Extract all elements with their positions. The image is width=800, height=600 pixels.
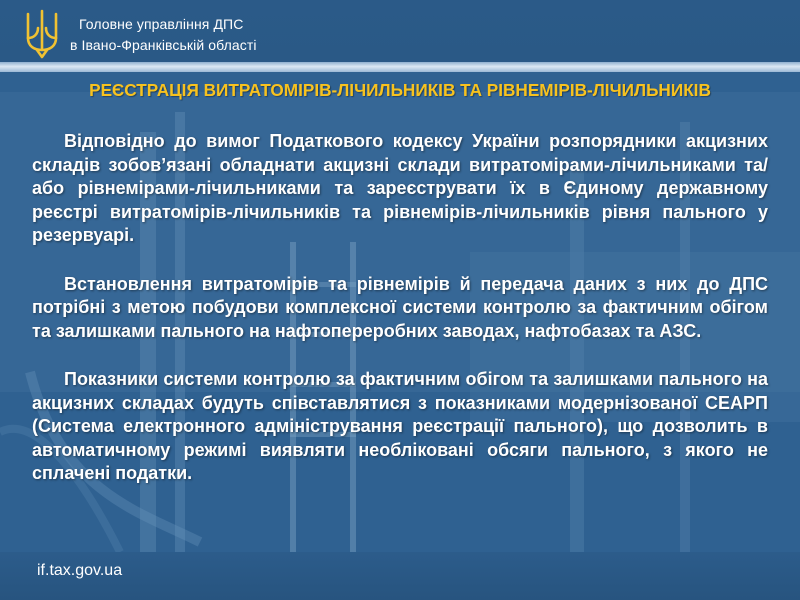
footer-url: if.tax.gov.ua (37, 562, 123, 579)
header-divider (0, 62, 800, 72)
paragraph-1: Відповідно до вимог Податкового кодексу України розпорядники акцизних складів зобов’язані обладнати акцизні склади витратомірами-лічильниками та/або рівнемірами-лічильниками та зареєструвати їх в Єдиному державному реєстрі витратомірів-лічильників та рівнемірів-лічильників рівня пального у резервуарі. (32, 131, 768, 245)
page-title: РЕЄСТРАЦІЯ ВИТРАТОМІРІВ-ЛІЧИЛЬНИКІВ ТА РІВНЕМІРІВ-ЛІЧИЛЬНИКІВ (89, 80, 711, 100)
org-name-line1: Головне управління ДПС (79, 16, 244, 32)
paragraph-2: Встановлення витратомірів та рівнемірів й передача даних з них до ДПС потрібні з метою побудови комплексної системи контролю за фактичним обігом та залишками пального на нафтопереробних заводах, нафтобазах та АЗС. (32, 273, 768, 341)
paragraph-3: Показники системи контролю за фактичним обігом та залишками пального на акцизних складах будуть співставлятися з показниками модернізованої СЕАРП (Система електронного адміністрування реєстрації пального), що дозволить в автоматичному режимі виявляти необліковані обсяги пального, з якого не сплачені податки. (32, 369, 768, 483)
trident-emblem-icon (24, 8, 60, 60)
body-text (32, 130, 768, 486)
org-name-line2: в Івано-Франківській області (70, 37, 257, 53)
